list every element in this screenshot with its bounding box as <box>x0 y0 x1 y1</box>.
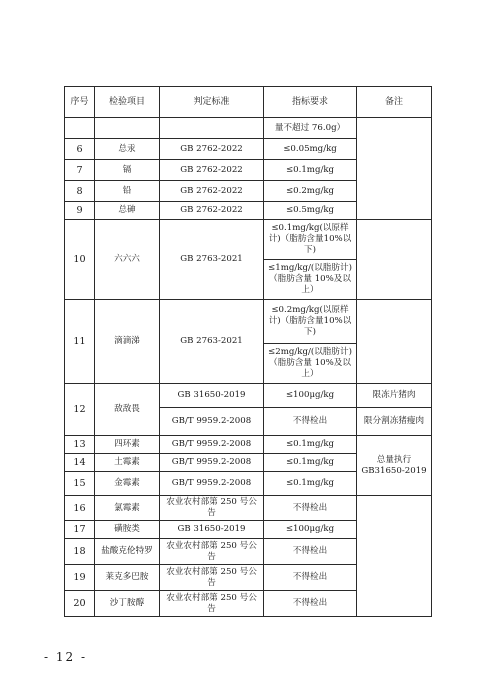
table-cell: 盐酸克伦特罗 <box>95 539 160 565</box>
table-cell: 15 <box>65 472 95 496</box>
table-cell: GB 2762-2022 <box>160 181 264 202</box>
header-requirement: 指标要求 <box>264 87 357 118</box>
table-cell: 沙丁胺醇 <box>95 591 160 617</box>
table-cell: ≤100μg/kg <box>264 384 357 408</box>
table-cell: 14 <box>65 454 95 472</box>
table-row <box>65 220 432 260</box>
table-cell: 农业农村部第 250 号公告 <box>160 496 264 521</box>
table-cell: 莱克多巴胺 <box>95 565 160 591</box>
table-cell: 13 <box>65 436 95 454</box>
table-cell: GB 2762-2022 <box>160 202 264 220</box>
table-cell: GB 2763-2021 <box>160 220 264 300</box>
header-standard: 判定标准 <box>160 87 264 118</box>
table-cell: 农业农村部第 250 号公告 <box>160 591 264 617</box>
table-cell: 17 <box>65 521 95 539</box>
table-cell: 限冻片猪肉 <box>357 384 432 408</box>
table-cell: GB/T 9959.2-2008 <box>160 454 264 472</box>
table-cell: 总砷 <box>95 202 160 220</box>
table-cell: 9 <box>65 202 95 220</box>
table-cell: ≤0.2mg/kg(以原样计)（脂肪含量10%以下) <box>264 300 357 344</box>
note-total: 总量执行GB31650-2019 <box>357 436 432 496</box>
table-cell: ≤2mg/kg/(以脂肪计)（脂肪含量 10%及以上） <box>264 344 357 384</box>
note-empty <box>357 300 432 384</box>
table-cell: 不得检出 <box>264 496 357 521</box>
table-cell: 19 <box>65 565 95 591</box>
table-cell: GB 31650-2019 <box>160 521 264 539</box>
table-cell: ≤0.1mg/kg <box>264 454 357 472</box>
note-empty <box>357 118 432 220</box>
table-cell: GB 2762-2022 <box>160 160 264 181</box>
table-cell: 六六六 <box>95 220 160 300</box>
header-note: 备注 <box>357 87 432 118</box>
table-cell: GB 31650-2019 <box>160 384 264 408</box>
table-cell: 农业农村部第 250 号公告 <box>160 539 264 565</box>
page-number: - 12 - <box>44 650 88 664</box>
table-cell: ≤1mg/kg/(以脂肪计)（脂肪含量 10%及以上） <box>264 260 357 300</box>
table-cell: 16 <box>65 496 95 521</box>
table-cell: 磺胺类 <box>95 521 160 539</box>
table-cell: GB/T 9959.2-2008 <box>160 472 264 496</box>
table-cell: 土霉素 <box>95 454 160 472</box>
table-row <box>65 384 432 408</box>
table-cell: 18 <box>65 539 95 565</box>
continued-requirement: 量不超过 76.0g） <box>264 118 357 139</box>
table-cell: 限分割冻猪瘦肉 <box>357 408 432 436</box>
table-cell: ≤0.1mg/kg <box>264 436 357 454</box>
table-cell: 10 <box>65 220 95 300</box>
table-cell: 总汞 <box>95 139 160 160</box>
table-row-continued <box>65 118 432 139</box>
table-cell: 不得检出 <box>264 408 357 436</box>
table-cell: ≤0.05mg/kg <box>264 139 357 160</box>
table-cell: 不得检出 <box>264 591 357 617</box>
table-cell: ≤100μg/kg <box>264 521 357 539</box>
table-cell: GB 2762-2022 <box>160 139 264 160</box>
table-cell: 四环素 <box>95 436 160 454</box>
table-row <box>65 496 432 521</box>
table-cell: ≤0.5mg/kg <box>264 202 357 220</box>
table-row <box>65 436 432 454</box>
table-cell: ≤0.2mg/kg <box>264 181 357 202</box>
table-cell: GB 2763-2021 <box>160 300 264 384</box>
table-cell: GB/T 9959.2-2008 <box>160 436 264 454</box>
table-cell: 6 <box>65 139 95 160</box>
table-cell: 20 <box>65 591 95 617</box>
table-cell: 铅 <box>95 181 160 202</box>
table-cell: 农业农村部第 250 号公告 <box>160 565 264 591</box>
table-header-row <box>65 87 432 118</box>
table-cell: 敌敌畏 <box>95 384 160 436</box>
table-cell: 氯霉素 <box>95 496 160 521</box>
table-cell: 不得检出 <box>264 565 357 591</box>
table-cell: 8 <box>65 181 95 202</box>
table-row <box>65 300 432 344</box>
table-cell: GB/T 9959.2-2008 <box>160 408 264 436</box>
table-cell: 镉 <box>95 160 160 181</box>
note-empty <box>357 496 432 617</box>
header-item: 检验项目 <box>95 87 160 118</box>
header-no: 序号 <box>65 87 95 118</box>
table-cell: ≤0.1mg/kg <box>264 472 357 496</box>
inspection-table <box>64 86 432 617</box>
table-cell: 金霉素 <box>95 472 160 496</box>
inspection-table-container <box>64 86 431 620</box>
table-cell: ≤0.1mg/kg(以原样计)（脂肪含量10%以下) <box>264 220 357 260</box>
table-cell: 7 <box>65 160 95 181</box>
table-cell: ≤0.1mg/kg <box>264 160 357 181</box>
table-cell: 不得检出 <box>264 539 357 565</box>
table-cell: 11 <box>65 300 95 384</box>
table-cell: 12 <box>65 384 95 436</box>
table-cell: 滴滴涕 <box>95 300 160 384</box>
note-empty <box>357 220 432 300</box>
